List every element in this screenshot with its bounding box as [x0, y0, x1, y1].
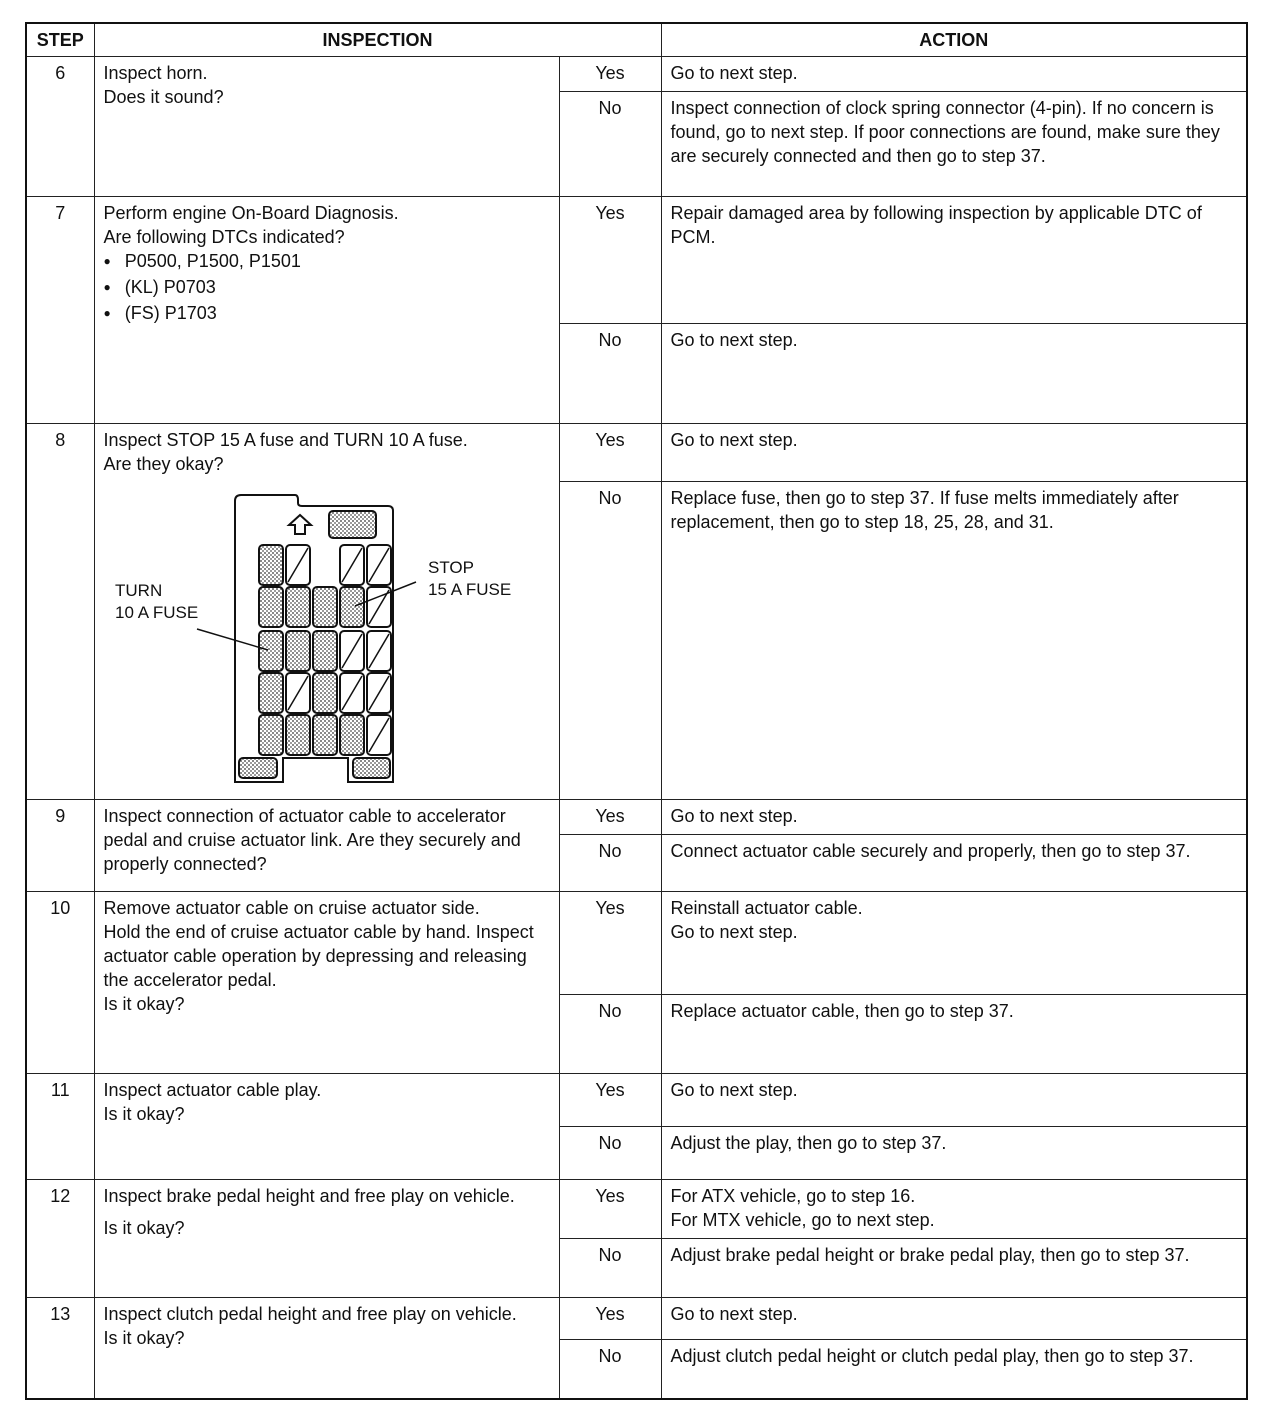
dtc-item: ● P0500, P1500, P1501 [104, 249, 551, 275]
inspection-text: Perform engine On-Board Diagnosis. [103, 202, 399, 223]
yes-label: Yes [559, 1297, 661, 1339]
action-text: Reinstall actuator cable. [670, 897, 863, 918]
inspection-text: Does it sound? [103, 86, 224, 107]
action-text: For MTX vehicle, go to next step. [670, 1209, 935, 1230]
fuse [286, 631, 310, 671]
step-number: 11 [26, 1073, 94, 1179]
header-inspection: INSPECTION [94, 23, 661, 56]
inspection-text: Is it okay? [103, 1217, 185, 1238]
yes-label: Yes [559, 891, 661, 994]
no-label: No [559, 834, 661, 891]
action-text: Go to next step. [670, 921, 798, 942]
inspection-text: Are following DTCs indicated? [103, 226, 345, 247]
fuse [259, 715, 283, 755]
no-action: Replace actuator cable, then go to step 37. [661, 994, 1247, 1073]
fuse [313, 673, 337, 713]
fuse [239, 758, 277, 778]
fuse [259, 587, 283, 627]
inspection-text: Inspect STOP 15 A fuse and TURN 10 A fuse. [103, 429, 468, 450]
fuse [259, 631, 283, 671]
fuse [259, 673, 283, 713]
inspection-text: Inspect actuator cable play. [103, 1079, 322, 1100]
fuse [340, 587, 364, 627]
yes-action: Repair damaged area by following inspection by applicable DTC of PCM. [661, 196, 1247, 323]
yes-action: Go to next step. [661, 423, 1247, 481]
dtc-item: ● (KL) P0703 [104, 275, 551, 301]
inspection-text: Remove actuator cable on cruise actuator side. [103, 897, 480, 918]
no-label: No [559, 994, 661, 1073]
step-number: 7 [26, 196, 94, 423]
step-number: 10 [26, 891, 94, 1073]
fuse [329, 511, 376, 538]
no-action: Adjust the play, then go to step 37. [661, 1126, 1247, 1179]
inspection-text: Inspect clutch pedal height and free play on vehicle. [103, 1303, 517, 1324]
step-number: 12 [26, 1179, 94, 1297]
inspection-text: Is it okay? [103, 993, 185, 1014]
header-step: STEP [26, 23, 94, 56]
yes-action: Go to next step. [661, 56, 1247, 91]
no-label: No [559, 91, 661, 196]
inspection-text: Inspect horn. [103, 62, 208, 83]
no-action: Adjust clutch pedal height or clutch pedal play, then go to step 37. [661, 1339, 1247, 1399]
up-arrow-icon [289, 515, 311, 534]
yes-action: Go to next step. [661, 799, 1247, 834]
step-number: 9 [26, 799, 94, 891]
turn-leader-line [197, 629, 268, 650]
no-action: Inspect connection of clock spring connector (4-pin). If no concern is found, go to next step. If poor connections are found, make sure they are securely connected and then go to step 37. [661, 91, 1247, 196]
stop-label: 15 A FUSE [428, 580, 512, 599]
fuse [313, 715, 337, 755]
step-number: 8 [26, 423, 94, 799]
yes-label: Yes [559, 196, 661, 323]
inspection-text: Is it okay? [103, 1327, 185, 1348]
fuse [313, 631, 337, 671]
fuse [259, 545, 283, 585]
header-action: ACTION [661, 23, 1247, 56]
step-number: 6 [26, 56, 94, 196]
stop-label: STOP [428, 558, 474, 577]
inspection-text: Are they okay? [103, 453, 224, 474]
yes-label: Yes [559, 56, 661, 91]
no-label: No [559, 1126, 661, 1179]
turn-label: 10 A FUSE [115, 603, 199, 622]
yes-label: Yes [559, 423, 661, 481]
no-action: Adjust brake pedal height or brake pedal play, then go to step 37. [661, 1238, 1247, 1297]
no-label: No [559, 323, 661, 423]
yes-action: Go to next step. [661, 1297, 1247, 1339]
step-number: 13 [26, 1297, 94, 1399]
action-text: For ATX vehicle, go to step 16. [670, 1185, 916, 1206]
dtc-item: ● (FS) P1703 [104, 301, 551, 327]
yes-action: Go to next step. [661, 1073, 1247, 1126]
fuse [286, 715, 310, 755]
inspection-text: Inspect brake pedal height and free play on vehicle. [103, 1185, 515, 1206]
fuse [286, 587, 310, 627]
no-label: No [559, 481, 661, 799]
no-action: Connect actuator cable securely and properly, then go to step 37. [661, 834, 1247, 891]
fuse [313, 587, 337, 627]
yes-label: Yes [559, 1179, 661, 1238]
no-action: Go to next step. [661, 323, 1247, 423]
fuse-grid [259, 545, 391, 755]
inspection-text: Is it okay? [103, 1103, 185, 1124]
inspection-text: Hold the end of cruise actuator cable by hand. Inspect actuator cable operation by depressing and releasing the accelerator pedal. [103, 921, 534, 990]
no-label: No [559, 1339, 661, 1399]
fuse [340, 715, 364, 755]
yes-label: Yes [559, 799, 661, 834]
fuse [353, 758, 390, 778]
inspection-cell: Inspect connection of actuator cable to accelerator pedal and cruise actuator link. Are they securely and properly connected? [94, 799, 559, 891]
turn-label: TURN [115, 581, 163, 600]
no-action: Replace fuse, then go to step 37. If fuse melts immediately after replacement, then go to step 18, 25, 28, and 31. [661, 481, 1247, 799]
no-label: No [559, 1238, 661, 1297]
yes-label: Yes [559, 1073, 661, 1126]
